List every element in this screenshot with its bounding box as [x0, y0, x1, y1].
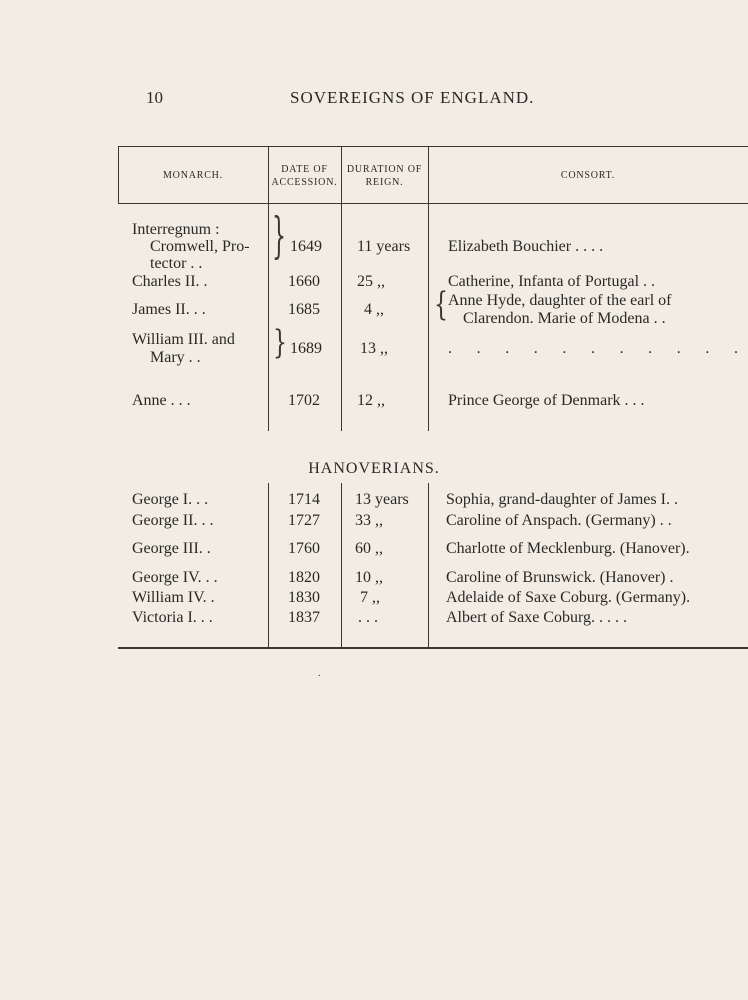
consort-cell: Sophia, grand-daughter of James I. .: [446, 491, 678, 508]
consort-cell: Adelaide of Saxe Coburg. (Germany).: [446, 589, 691, 606]
running-head: SOVEREIGNS OF ENGLAND.: [290, 88, 535, 107]
monarch-cell: Anne . . .: [132, 392, 191, 409]
date-cell: 1760: [288, 540, 320, 557]
leader-dot: .: [705, 340, 710, 357]
consort-cell: Elizabeth Bouchier . . . .: [448, 238, 604, 255]
stray-mark: .: [318, 668, 321, 679]
section-title-hanoverians: HANOVERIANS.: [308, 460, 440, 477]
consort-cell: Albert of Saxe Coburg. . . . .: [446, 609, 628, 626]
monarch-cell: tector . .: [150, 255, 203, 272]
duration-cell: 13 ,,: [360, 340, 388, 357]
consort-cell: Caroline of Brunswick. (Hanover) .: [446, 569, 674, 586]
rule-date-duration-2: [341, 483, 342, 647]
header-rule: [118, 203, 748, 204]
header-date-of-accession: DATE OF ACCESSION.: [271, 164, 338, 188]
consort-placeholder-dots: [448, 340, 738, 358]
leader-dot: .: [533, 340, 538, 357]
header-consort: CONSORT.: [560, 170, 616, 181]
rule-duration-consort-2: [428, 483, 429, 647]
date-cell: 1727: [288, 512, 320, 529]
date-cell: 1660: [288, 273, 320, 290]
consort-cell: Charlotte of Mecklenburg. (Hanover).: [446, 540, 690, 557]
monarch-cell: George III. .: [132, 540, 211, 557]
duration-cell: 25 ,,: [357, 273, 385, 290]
monarch-cell: William III. and: [132, 331, 235, 348]
duration-cell: . . .: [358, 609, 378, 626]
date-cell: 1689: [290, 340, 322, 357]
leader-dot: .: [733, 340, 738, 357]
consort-cell: Anne Hyde, daughter of the earl of: [448, 292, 672, 309]
monarch-cell: George IV. . .: [132, 569, 218, 586]
date-cell: 1830: [288, 589, 320, 606]
header-monarch: MONARCH.: [162, 170, 224, 181]
duration-cell: 10 ,,: [355, 569, 383, 586]
monarch-cell: George I. . .: [132, 491, 209, 508]
leader-dot: .: [648, 340, 653, 357]
consort-cell: Catherine, Infanta of Portugal . .: [448, 273, 656, 290]
date-cell: 1702: [288, 392, 320, 409]
duration-cell: 13 years: [355, 491, 409, 508]
date-cell: 1649: [290, 238, 322, 255]
monarch-cell: William IV. .: [132, 589, 215, 606]
duration-cell: 11 years: [357, 238, 411, 255]
duration-cell: 33 ,,: [355, 512, 383, 529]
date-cell: 1820: [288, 569, 320, 586]
monarch-cell: Victoria I. . .: [132, 609, 213, 626]
duration-cell: 60 ,,: [355, 540, 383, 557]
header-duration-of-reign: DURATION OF REIGN.: [346, 164, 423, 188]
monarch-cell: George II. . .: [132, 512, 214, 529]
duration-cell: 7 ,,: [360, 589, 380, 606]
rule-duration-consort: [428, 147, 429, 431]
consort-cell: Prince George of Denmark . . .: [448, 392, 645, 409]
brace-icon: }: [272, 210, 286, 266]
page-number: 10: [146, 88, 163, 107]
rule-monarch-date-2: [268, 483, 269, 647]
duration-cell: 12 ,,: [357, 392, 385, 409]
monarch-cell: Mary . .: [150, 349, 201, 366]
monarch-cell: Interregnum :: [132, 221, 220, 238]
leader-dot: .: [562, 340, 567, 357]
consort-cell: Clarendon. Marie of Modena . .: [463, 310, 666, 327]
leader-dot: .: [476, 340, 481, 357]
monarch-cell: James II. . .: [132, 301, 206, 318]
leader-dot: .: [505, 340, 510, 357]
date-cell: 1714: [288, 491, 320, 508]
monarch-cell: Cromwell, Pro-: [150, 238, 250, 255]
brace-icon: }: [273, 324, 287, 362]
leader-dot: .: [448, 340, 452, 357]
leader-dot: .: [590, 340, 595, 357]
date-cell: 1837: [288, 609, 320, 626]
rule-date-duration: [341, 147, 342, 431]
leader-dot: .: [676, 340, 681, 357]
rule-monarch-date: [268, 147, 269, 431]
consort-cell: Caroline of Anspach. (Germany) . .: [446, 512, 672, 529]
left-brace-icon: {: [434, 286, 448, 324]
date-cell: 1685: [288, 301, 320, 318]
duration-cell: 4 ,,: [364, 301, 384, 318]
leader-dot: .: [619, 340, 624, 357]
monarch-cell: Charles II. .: [132, 273, 208, 290]
